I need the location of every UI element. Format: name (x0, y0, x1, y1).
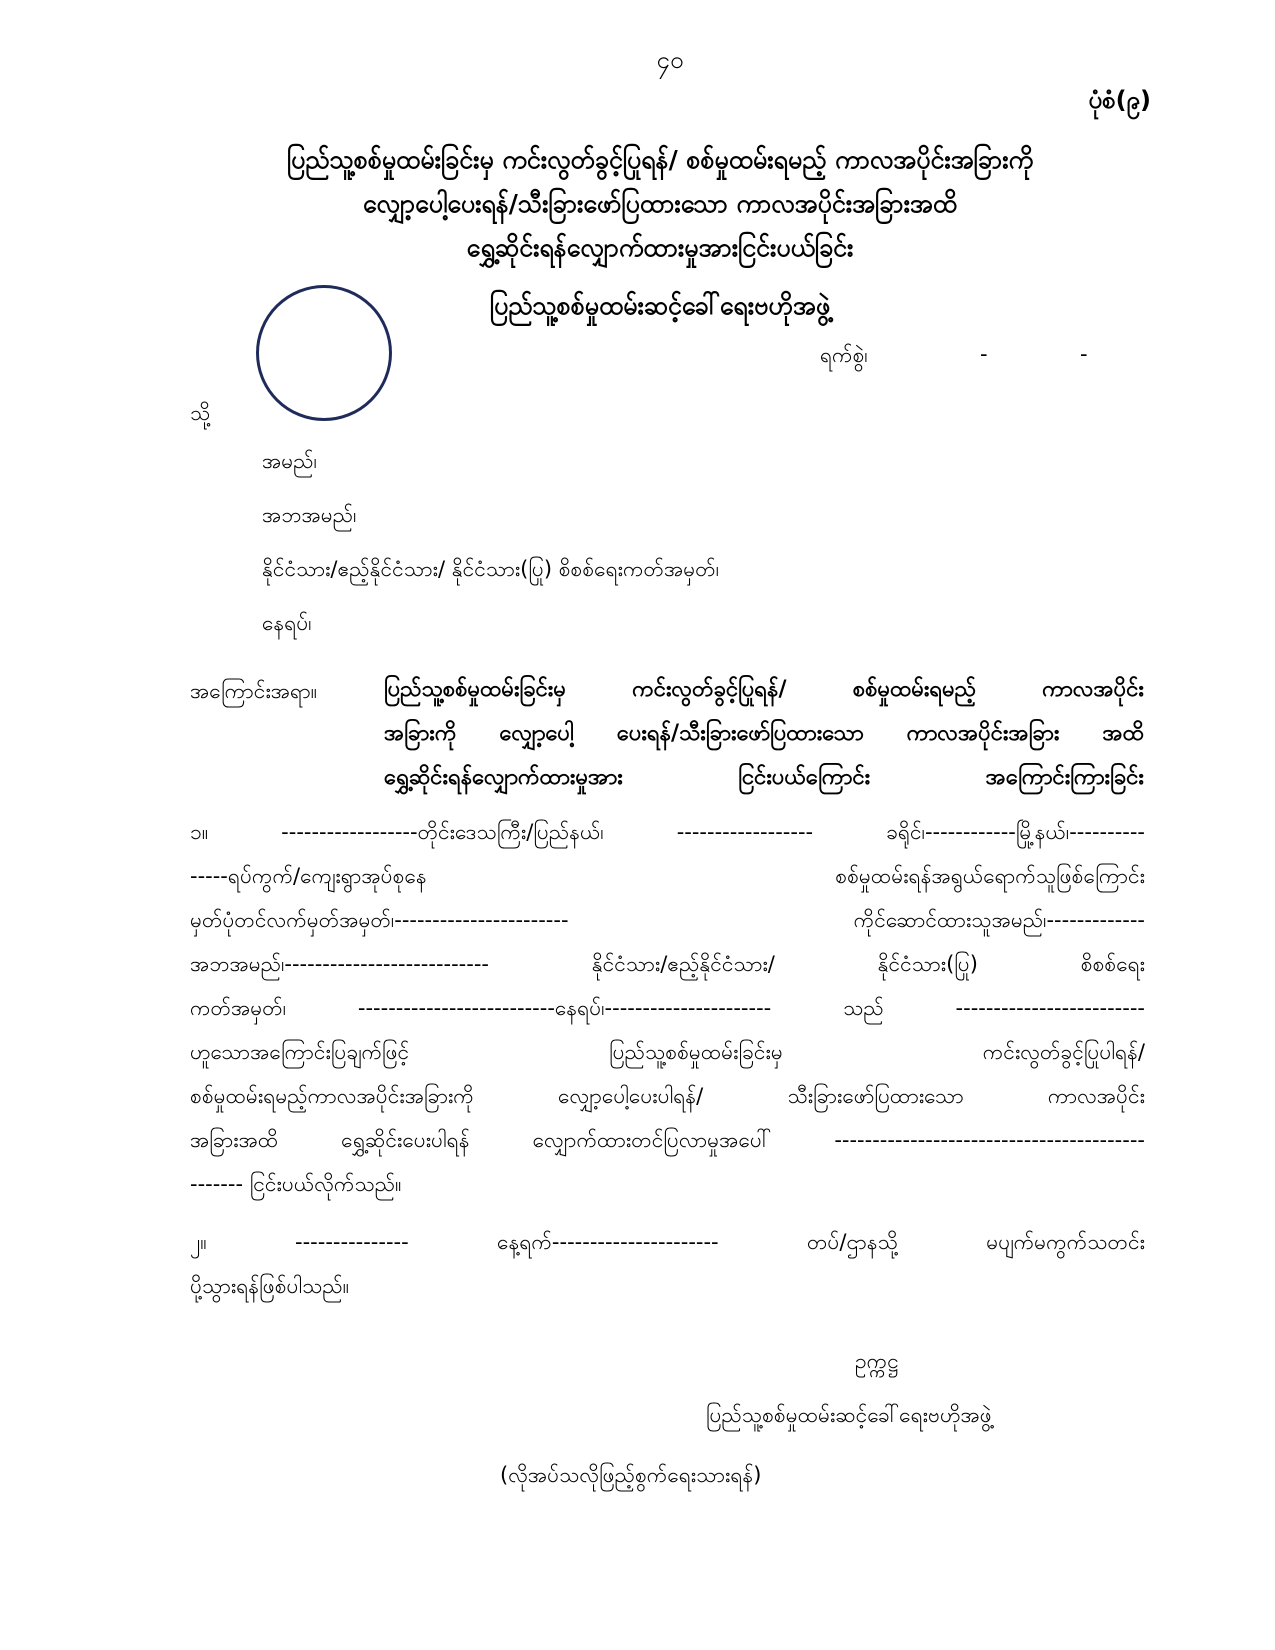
text-segment: လျှော့ပေါ့ပေးပါရန်/ (558, 1084, 704, 1108)
text-segment: နိုင်ငံသား/ဧည့်နိုင်ငံသား/ (591, 952, 775, 976)
text-segment: ကာလအပိုင်း (1047, 1084, 1145, 1108)
text-segment: ပို့သွားရန်ဖြစ်ပါသည်။ (190, 1274, 350, 1298)
text-segment: ------- ငြင်းပယ်လိုက်သည်။ (190, 1172, 402, 1196)
subject-line: ပြည်သူ့စစ်မှုထမ်းခြင်းမှ ကင်းလွတ်ခွင့်ပြုရန်/ စစ်မှုထမ်းရမည့် ကာလအပိုင်း (384, 677, 1144, 702)
document-title (230, 138, 1090, 270)
blank-field: ------------------ (676, 820, 814, 844)
recipient-label: သို့ (190, 401, 211, 425)
paragraph-1 (190, 810, 1145, 1206)
text-segment: တပ်/ဌာနသို့ (806, 1230, 898, 1254)
text-segment: --------------------------နေရပ်၊---------------------- (357, 996, 772, 1020)
paragraph-line (190, 810, 1145, 854)
issuer-title: ပြည်သူ့စစ်မှုထမ်းဆင့်ခေါ်ရေးဗဟိုအဖွဲ့ (489, 291, 831, 320)
page-number: ၄၀ (656, 46, 684, 74)
text-segment: စိစစ်ရေး (1080, 952, 1145, 976)
text-segment: မပျက်မကွက်သတင်း (986, 1230, 1145, 1254)
blank-field: --------------- (295, 1230, 409, 1254)
title-line: ပြည်သူ့စစ်မှုထမ်းခြင်းမှ ကင်းလွတ်ခွင့်ပြုရန်/ စစ်မှုထမ်းရမည့် ကာလအပိုင်းအခြားကို (286, 145, 1034, 174)
text-segment: -----ရပ်ကွက်/ကျေးရွာအုပ်စုနေ (190, 864, 427, 888)
text-segment: ကတ်အမှတ်၊ (190, 996, 287, 1020)
blank-field: ------------------တိုင်းဒေသကြီး/ပြည်နယ်၊ (281, 820, 604, 844)
paragraph-number: ၁။ (190, 820, 209, 844)
text-segment: စစ်မှုထမ်းရန်အရွယ်ရောက်သူဖြစ်ကြောင်း (835, 864, 1145, 888)
title-line: ရွှေ့ဆိုင်းရန်လျှောက်ထားမှုအားငြင်းပယ်ခြင်း (466, 233, 854, 262)
text-segment: သည် (843, 996, 884, 1020)
text-segment: သီးခြားဖော်ပြထားသော (787, 1084, 964, 1108)
text-segment: စစ်မှုထမ်းရမည့်ကာလအပိုင်းအခြားကို (190, 1084, 474, 1108)
paragraph-line (190, 1162, 1145, 1206)
paragraph-line (190, 1118, 1145, 1162)
paragraph-line (190, 898, 1145, 942)
text-segment: ----------------------------------------- (834, 1128, 1145, 1152)
text-segment: နေ့ရက်---------------------- (497, 1230, 719, 1254)
text-segment: ဟူသောအကြောင်းပြချက်ဖြင့် (190, 1040, 410, 1064)
paragraph-line (190, 1074, 1145, 1118)
paragraph-line (190, 942, 1145, 986)
signatory-chairman-label: ဥက္ကဋ္ဌ (855, 1349, 899, 1373)
signatory-organization: ပြည်သူ့စစ်မှုထမ်းဆင့်ခေါ်ရေးဗဟိုအဖွဲ့ (706, 1403, 992, 1427)
paragraph-number: ၂။ (190, 1230, 207, 1254)
text-segment: လျှောက်ထားတင်ပြလာမှုအပေါ် (532, 1128, 772, 1152)
subject-line: ရွှေ့ဆိုင်းရန်လျှောက်ထားမှုအား ငြင်းပယ်ကြောင်း အကြောင်းကြားခြင်း (384, 765, 1144, 790)
text-segment: ကင်းလွတ်ခွင့်ပြုပါရန်/ (982, 1040, 1145, 1064)
text-segment: ကိုင်ဆောင်ထားသူအမည်၊------------- (853, 908, 1145, 932)
date-separator: - (980, 342, 988, 366)
recipient-name-field: အမည်၊ (262, 449, 317, 473)
subject-label: အကြောင်းအရာ။ (190, 679, 318, 703)
text-segment: အခြားအထိ (190, 1128, 279, 1152)
text-segment: အဘအမည်၊--------------------------- (190, 952, 489, 976)
text-segment: ရွှေ့ဆိုင်းပေးပါရန် (341, 1128, 470, 1152)
paragraph-line (190, 1030, 1145, 1074)
text-segment: ------------------------- (955, 996, 1145, 1020)
text-segment: နိုင်ငံသား(ပြု) (877, 952, 978, 976)
date-label: ရက်စွဲ၊ (820, 343, 868, 367)
recipient-father-name-field: အဘအမည်၊ (262, 503, 357, 527)
blank-field: ခရိုင်၊------------မြို့နယ်၊---------- (886, 820, 1145, 844)
date-separator: - (1080, 342, 1088, 366)
text-segment: ပြည်သူ့စစ်မှုထမ်းခြင်းမှ (609, 1040, 783, 1064)
paragraph-line (190, 854, 1145, 898)
paragraph-line (190, 986, 1145, 1030)
text-segment: မှတ်ပုံတင်လက်မှတ်အမှတ်၊----------------------- (190, 908, 569, 932)
title-line: လျှော့ပေါ့ပေးရန်/သီးခြားဖော်ပြထားသော ကာလအပိုင်းအခြားအထိ (362, 189, 958, 218)
subject-text (384, 668, 1144, 800)
paragraph-line (190, 1220, 1145, 1264)
paragraph-2 (190, 1220, 1145, 1308)
paragraph-line (190, 1264, 1145, 1308)
recipient-id-card-field: နိုင်ငံသား/ဧည့်နိုင်ငံသား/ နိုင်ငံသား(ပြု) စိစစ်ရေးကတ်အမှတ်၊ (262, 557, 720, 581)
recipient-address-field: နေရပ်၊ (262, 611, 312, 635)
fill-in-note: (လိုအပ်သလိုဖြည့်စွက်ရေးသားရန်) (500, 1463, 762, 1487)
form-number: ပုံစံ(၉) (1088, 86, 1151, 114)
subject-line: အခြားကို လျှော့ပေါ့ ပေးရန်/သီးခြားဖော်ပြထားသော ကာလအပိုင်းအခြား အထိ (384, 721, 1144, 746)
